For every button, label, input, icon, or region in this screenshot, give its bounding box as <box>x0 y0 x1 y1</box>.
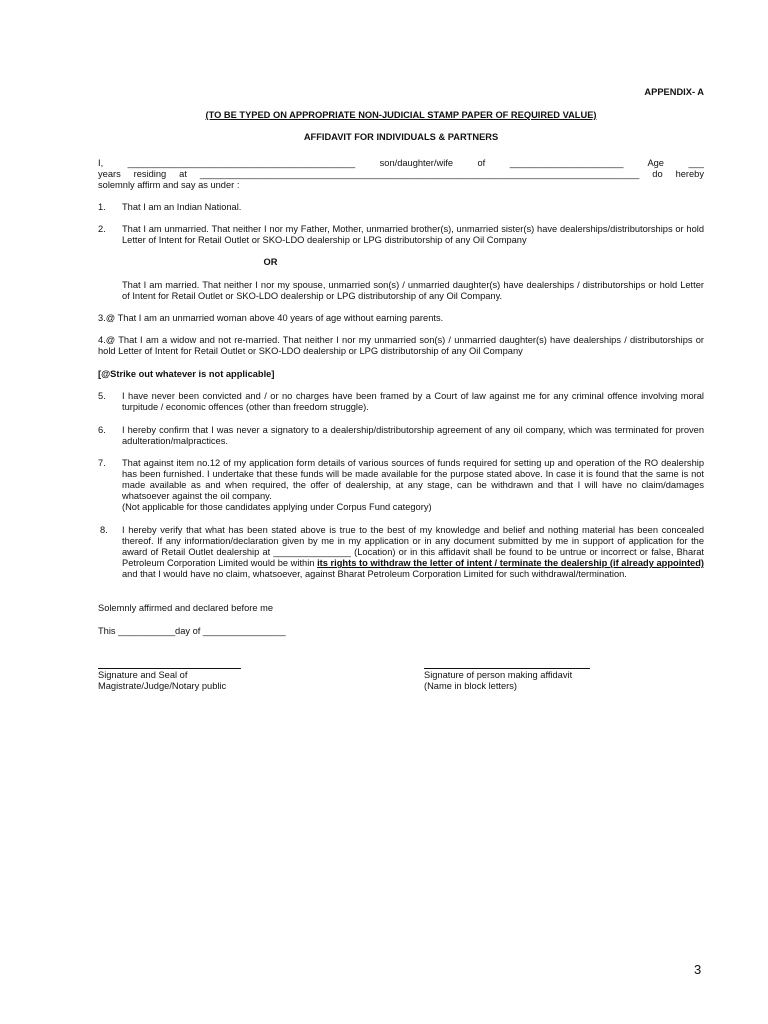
intro-i: I, <box>98 158 104 168</box>
intro-line-2 <box>98 169 704 180</box>
address-blank: _____________________________________________________________________________________ <box>199 169 640 179</box>
item-8-body: I hereby verify that what has been stated above is true to the best of my knowledge and belief and nothing material has been concealed thereof. If any information/declaration given by me in my application or in any document submitted by me in support of application for the award of Retail Outlet dealership at _______________ (Location) or in this affidavit shall be found to be untrue or incorrect or false, Bharat Petroleum Corporation Limited would be within <box>122 525 704 568</box>
item-1-number: 1. <box>98 202 106 212</box>
item-8-withdraw-clause: its rights to withdraw the letter of intent / terminate the dealership (if already appointed) <box>317 558 704 568</box>
item-7-body: That against item no.12 of my application form details of various sources of funds required for setting up and operation of the RO dealership has been furnished. I undertake that these funds will be made available for the purpose stated above. In case it is found that the same is not made available as and when required, the offer of dealership, at any stage, can be withdrawn and that I will have no claim/damages whatsoever against the oil company. <box>122 458 704 501</box>
item-3: 3.@ That I am an unmarried woman above 40 years of age without earning parents. <box>98 313 444 323</box>
item-6-text: I hereby confirm that I was never a signatory to a dealership/distributorship agreement of any oil company, which was terminated for proven adulteration/malpractices. <box>122 425 704 446</box>
deponent-signature-label <box>424 670 572 692</box>
age-blank: ___ <box>688 158 704 168</box>
appendix-label: APPENDIX- A <box>644 87 704 97</box>
of-label: of <box>477 158 486 168</box>
stamp-paper-note: (TO BE TYPED ON APPROPRIATE NON-JUDICIAL STAMP PAPER OF REQUIRED VALUE) <box>205 110 597 120</box>
relation-label: son/daughter/wife <box>379 158 454 168</box>
residing-label: years residing at <box>98 169 187 179</box>
item-8-number: 8. <box>100 525 108 535</box>
item-2-number: 2. <box>98 224 106 234</box>
magistrate-signature-title: Signature and Seal of <box>98 670 188 680</box>
solemnly-affirmed: Solemnly affirmed and declared before me <box>98 603 274 613</box>
item-7-text <box>122 458 704 513</box>
strike-out-note: [@Strike out whatever is not applicable] <box>98 369 275 379</box>
magistrate-signature-label <box>98 670 226 692</box>
magistrate-designation: Magistrate/Judge/Notary public <box>98 681 227 691</box>
deponent-name-note: (Name in block letters) <box>424 681 517 691</box>
intro-line-1 <box>98 158 704 169</box>
item-7-number: 7. <box>98 458 106 468</box>
deponent-signature-line <box>424 668 590 669</box>
date-line: This ___________day of ________________ <box>98 626 286 636</box>
intro-line-3: solemnly affirm and say as under : <box>98 180 240 190</box>
relation-name-blank: ______________________ <box>509 158 624 168</box>
item-8-ending: and that I would have no claim, whatsoever, against Bharat Petroleum Corporation Limited for such withdrawal/termination. <box>122 569 627 579</box>
page-number: 3 <box>694 962 702 977</box>
item-5-number: 5. <box>98 391 106 401</box>
item-4: 4.@ That I am a widow and not re-married. That neither I nor my unmarried son(s) / unmarried daughter(s) have dealerships / distributorships or hold Letter of Intent for Retail Outlet or SKO-LDO dealership or LPG distributorship of any Oil Company <box>98 335 704 356</box>
or-separator: OR <box>263 257 278 267</box>
name-blank: ____________________________________________ <box>127 158 356 168</box>
magistrate-signature-line <box>98 668 241 669</box>
item-7-note: (Not applicable for those candidates applying under Corpus Fund category) <box>122 502 432 512</box>
hereby-label: hereby <box>675 169 704 179</box>
item-8-text <box>122 525 704 580</box>
item-2-text: That I am unmarried. That neither I nor my Father, Mother, unmarried brother(s), unmarried sister(s) have dealerships/distributorships or hold Letter of Intent for Retail Outlet or SKO-LDO dealership or LPG distributorship of any Oil Company <box>122 224 704 245</box>
affidavit-title: AFFIDAVIT FOR INDIVIDUALS & PARTNERS <box>303 132 499 142</box>
do-label: do <box>652 169 663 179</box>
item-5-text: I have never been convicted and / or no charges have been framed by a Court of law against me for any criminal offence involving moral turpitude / economic offences (other than freedom struggle). <box>122 391 704 412</box>
item-1-text: That I am an Indian National. <box>122 202 242 212</box>
item-6-number: 6. <box>98 425 106 435</box>
age-label: Age <box>647 158 664 168</box>
item-2-alternate-text: That I am married. That neither I nor my spouse, unmarried son(s) / unmarried daughter(s) have dealerships / distributorships or hold Letter of Intent for Retail Outlet or SKO-LDO dealership or LPG distributorship of any Oil Company. <box>122 280 704 301</box>
deponent-signature-title: Signature of person making affidavit <box>424 670 573 680</box>
